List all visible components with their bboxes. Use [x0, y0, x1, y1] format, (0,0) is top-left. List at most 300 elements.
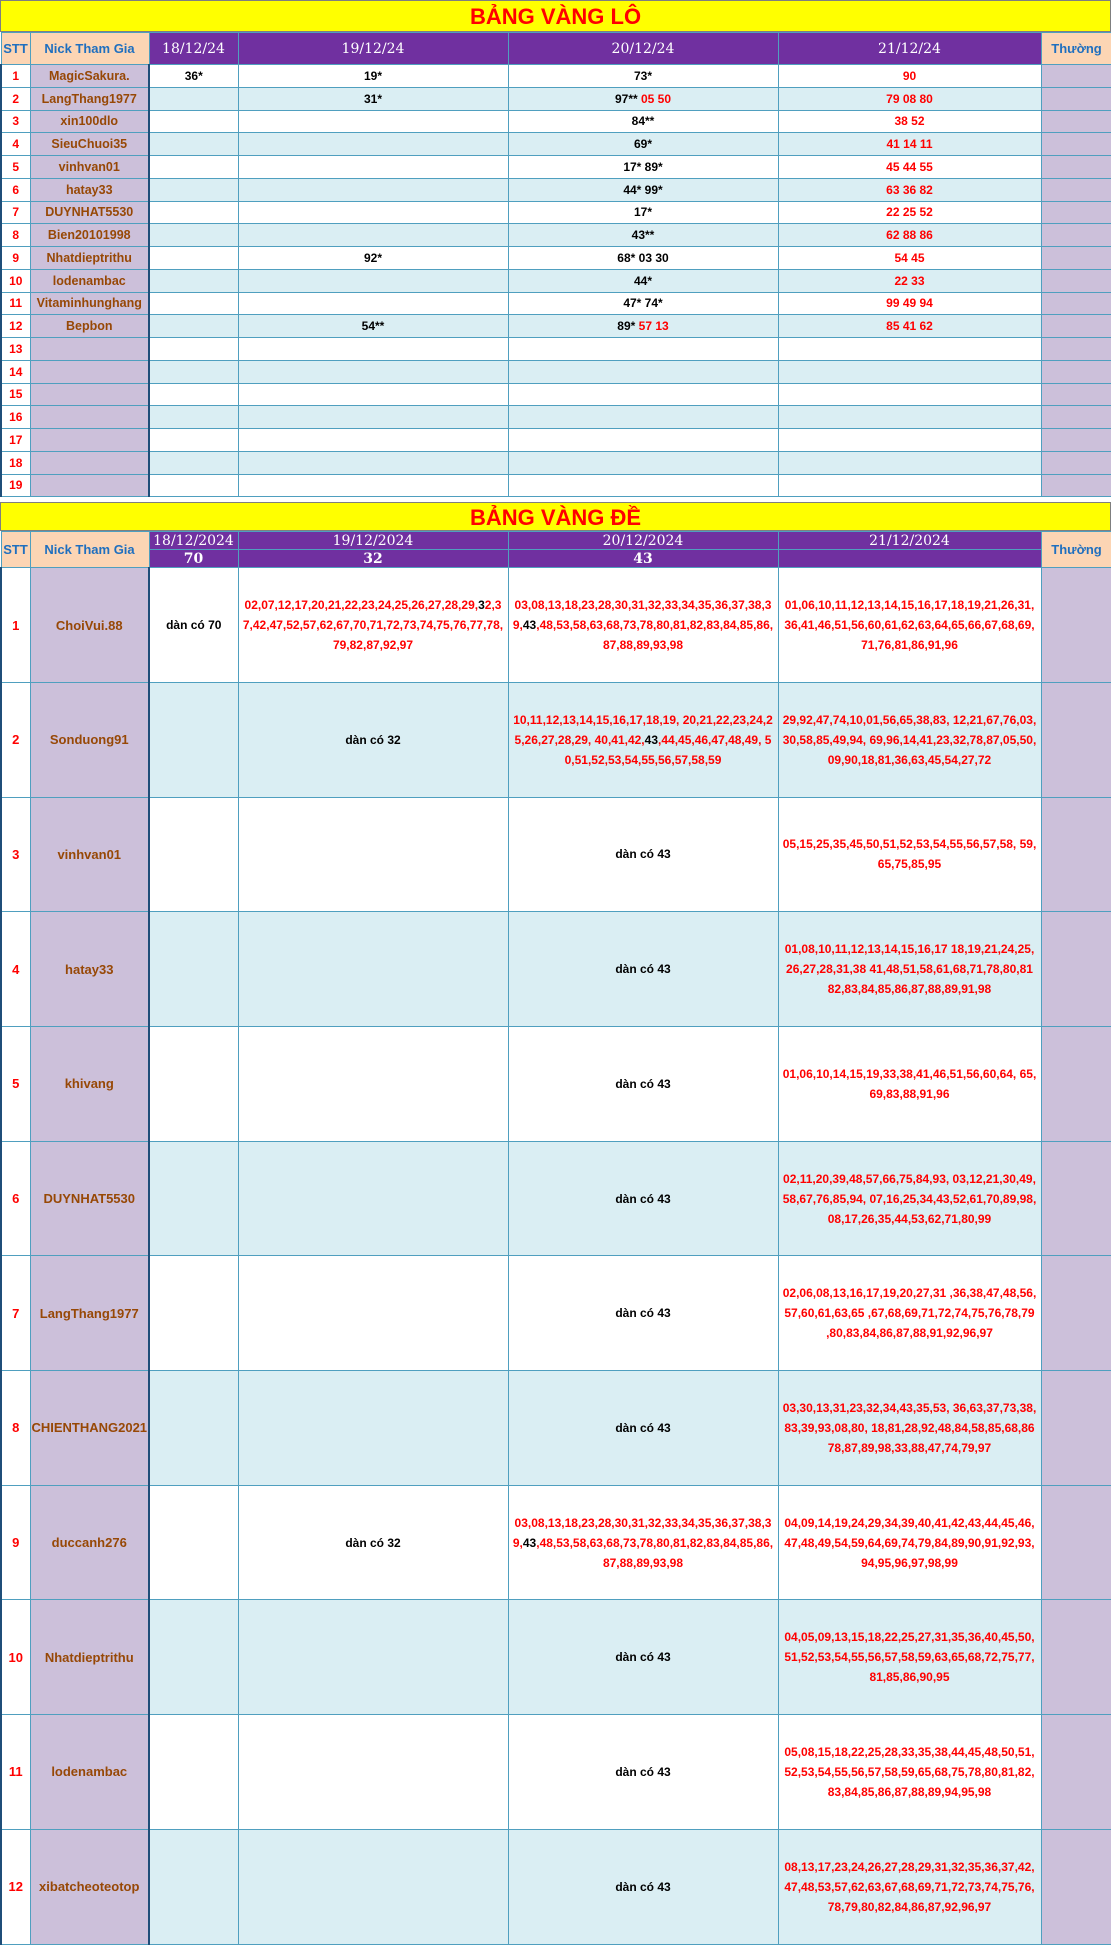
lo-cell-date-1 [149, 133, 238, 156]
lo-cell-nick [30, 338, 149, 361]
lo-cell-date-2 [238, 451, 508, 474]
de-cell-thuong [1041, 797, 1111, 912]
de-cell-date-2 [238, 682, 508, 797]
lo-cell-date-4 [778, 360, 1041, 383]
de-cell-segment: 2,37,42,47,52,57,62,67,70,71,72,73,74,75,76,77,78,79,82,87,92,97 [242, 598, 504, 653]
de-cell-date-2 [238, 912, 508, 1027]
lo-cell-stt: 9 [1, 247, 30, 270]
lo-cell-date-3 [508, 178, 778, 201]
lo-header-stt: STT [1, 33, 30, 65]
de-cell-stt: 12 [1, 1829, 30, 1944]
lo-cell-stt: 17 [1, 429, 30, 452]
lo-cell-date-2 [238, 383, 508, 406]
de-cell-segment: dàn có 32 [345, 1535, 401, 1550]
lo-cell-thuong [1041, 65, 1111, 88]
lo-cell-date-2 [238, 178, 508, 201]
lo-cell-thuong [1041, 156, 1111, 179]
de-cell-stt: 4 [1, 912, 30, 1027]
lo-cell-date-1 [149, 383, 238, 406]
lo-cell-date-2 [238, 133, 508, 156]
lo-cell-date-4: 99 49 94 [778, 292, 1041, 315]
de-row [1, 1027, 1111, 1142]
lo-cell-nick [30, 360, 149, 383]
lo-cell-date-4 [778, 474, 1041, 497]
lo-cell-thuong [1041, 110, 1111, 133]
lo-cell-nick: vinhvan01 [30, 156, 149, 179]
lo-cell-thuong [1041, 338, 1111, 361]
de-header-date-1: 18/12/2024 [149, 532, 238, 550]
lo-row [1, 65, 1111, 88]
de-cell-segment: 01,06,10,14,15,19,33,38,41,46,51,56,60,64, 65,69,83,88,91,96 [782, 1066, 1037, 1101]
lo-row [1, 360, 1111, 383]
lo-cell-stt: 6 [1, 178, 30, 201]
de-cell-segment: 29,92,47,74,10,01,56,65,38,83, 12,21,67,76,03,30,58,85,49,94, 69,96,14,41,23,32,78,87,05,50, 09,90,18,81,36,63,45,54,27,72 [782, 712, 1037, 767]
de-cell-date-2 [238, 1600, 508, 1715]
de-cell-stt: 7 [1, 1256, 30, 1371]
de-cell-nick: khivang [30, 1027, 149, 1142]
de-cell-nick: vinhvan01 [30, 797, 149, 912]
de-cell-nick: Nhatdieptrithu [30, 1600, 149, 1715]
lo-cell-thuong [1041, 269, 1111, 292]
lo-cell-date-4: 45 44 55 [778, 156, 1041, 179]
de-cell-thuong [1041, 1256, 1111, 1371]
lo-cell-nick [30, 429, 149, 452]
de-cell-segment: 3 [478, 598, 485, 613]
lo-cell-date-2 [238, 360, 508, 383]
de-cell-thuong [1041, 1715, 1111, 1830]
lo-cell-date-3 [508, 406, 778, 429]
de-cell-segment: dàn có 43 [615, 1764, 671, 1779]
de-body [1, 568, 1111, 1944]
de-cell-date-4 [778, 1141, 1041, 1256]
lo-header-date-4: 21/12/24 [778, 33, 1041, 65]
de-cell-segment: dàn có 43 [615, 1420, 671, 1435]
lo-cell-date-2: 19* [238, 65, 508, 88]
lo-cell-date-3 [508, 315, 778, 338]
lo-cell-date-1 [149, 315, 238, 338]
lo-cell-date-3 [508, 201, 778, 224]
lo-cell-date-3-text: 69* [633, 137, 653, 152]
lo-cell-date-2 [238, 406, 508, 429]
de-cell-nick: LangThang1977 [30, 1256, 149, 1371]
lo-table [0, 32, 1111, 497]
lo-cell-nick: Vitaminhunghang [30, 292, 149, 315]
lo-cell-thuong [1041, 224, 1111, 247]
lo-cell-date-4: 22 25 52 [778, 201, 1041, 224]
lo-cell-stt: 10 [1, 269, 30, 292]
de-cell-date-1 [149, 1600, 238, 1715]
lo-cell-date-3-text: 44* 99* [623, 182, 663, 197]
de-cell-date-2 [238, 1715, 508, 1830]
lo-cell-date-3 [508, 451, 778, 474]
lo-cell-thuong [1041, 292, 1111, 315]
lo-cell-thuong [1041, 383, 1111, 406]
de-table [0, 531, 1111, 1944]
lo-cell-date-2: 31* [238, 87, 508, 110]
de-cell-segment: dàn có 43 [615, 1650, 671, 1665]
de-header-stt: STT [1, 532, 30, 568]
lo-title: BẢNG VÀNG LÔ [0, 0, 1111, 32]
de-cell-thuong [1041, 1141, 1111, 1256]
de-cell-thuong [1041, 912, 1111, 1027]
lo-cell-date-3-text: 73* [633, 68, 653, 83]
de-cell-segment: dàn có 43 [615, 847, 671, 862]
lo-row [1, 156, 1111, 179]
de-cell-segment: 03,30,13,31,23,32,34,43,35,53, 36,63,37,73,38,83,39,93,08,80, 18,81,28,92,48,84,58,85,68,86 78,87,89,98,33,88,47,74,79,97 [782, 1400, 1037, 1455]
de-cell-date-1 [149, 1027, 238, 1142]
lo-cell-stt: 1 [1, 65, 30, 88]
lo-cell-date-2 [238, 338, 508, 361]
de-cell-date-4 [778, 1371, 1041, 1486]
de-cell-segment: 02,11,20,39,48,57,66,75,84,93, 03,12,21,30,49,58,67,76,85,94, 07,16,25,34,43,52,61,70,89,98, 08,17,26,35,44,53,62,71,80,99 [782, 1171, 1037, 1226]
de-cell-stt: 8 [1, 1371, 30, 1486]
de-cell-date-4 [778, 1256, 1041, 1371]
de-header-nick: Nick Tham Gia [30, 532, 149, 568]
lo-cell-stt: 12 [1, 315, 30, 338]
de-cell-thuong [1041, 1829, 1111, 1944]
lo-row [1, 451, 1111, 474]
lo-cell-nick [30, 451, 149, 474]
lo-cell-date-1 [149, 429, 238, 452]
lo-cell-date-1 [149, 156, 238, 179]
de-header-date-4: 21/12/2024 [778, 532, 1041, 550]
lo-cell-date-3 [508, 338, 778, 361]
lo-cell-date-1 [149, 269, 238, 292]
lo-cell-stt: 7 [1, 201, 30, 224]
lo-cell-date-3 [508, 292, 778, 315]
lo-cell-date-1 [149, 292, 238, 315]
de-cell-segment: 04,09,14,19,24,29,34,39,40,41,42,43,44,45,46,47,48,49,54,59,64,69,74,79,84,89,90,91,92,93,94,95,96,97,98,99 [784, 1515, 1035, 1570]
lo-cell-date-2 [238, 201, 508, 224]
de-cell-segment: ,44,45,46,47,48,49, 50,51,52,53,54,55,56,57,58,59 [564, 732, 772, 767]
de-row [1, 1256, 1111, 1371]
lo-cell-date-3-text: 17* 89* [623, 159, 663, 174]
de-cell-date-3 [508, 1485, 778, 1600]
de-cell-date-1 [149, 1141, 238, 1256]
lo-row [1, 315, 1111, 338]
de-cell-nick: hatay33 [30, 912, 149, 1027]
de-header-thuong: Thường [1041, 532, 1111, 568]
lo-cell-date-3 [508, 87, 778, 110]
lo-cell-date-2: 92* [238, 247, 508, 270]
lo-cell-date-4 [778, 451, 1041, 474]
lo-cell-stt: 3 [1, 110, 30, 133]
lo-cell-date-3 [508, 156, 778, 179]
lo-cell-date-3 [508, 269, 778, 292]
de-cell-date-4 [778, 568, 1041, 683]
de-cell-date-1 [149, 1829, 238, 1944]
lo-header-thuong: Thường [1041, 33, 1111, 65]
de-cell-date-3 [508, 912, 778, 1027]
lo-cell-stt: 19 [1, 474, 30, 497]
de-cell-segment: dàn có 43 [615, 1306, 671, 1321]
de-row [1, 1141, 1111, 1256]
de-cell-nick: duccanh276 [30, 1485, 149, 1600]
lo-cell-date-4 [778, 383, 1041, 406]
de-cell-segment: 03,08,13,18,23,28,30,31,32,33,34,35,36,37,38,39, [512, 1515, 772, 1550]
de-cell-nick: ChoiVui.88 [30, 568, 149, 683]
de-cell-segment: 02,06,08,13,16,17,19,20,27,31 ,36,38,47,48,56,57,60,61,63,65 ,67,68,69,71,72,74,75,76,78,79 ,80,83,84,86,87,88,91,92,96,97 [782, 1286, 1037, 1341]
de-cell-segment: 10,11,12,13,14,15,16,17,18,19, 20,21,22,23,24,25,26,27,28,29, 40,41,42, [513, 712, 773, 747]
de-cell-segment: 04,05,09,13,15,18,22,25,27,31,35,36,40,45,50,51,52,53,54,55,56,57,58,59,63,65,68,72,75,77,81,85,86,90,95 [784, 1630, 1035, 1685]
lo-cell-stt: 18 [1, 451, 30, 474]
de-result-3: 43 [508, 550, 778, 568]
lo-header-date-3: 20/12/24 [508, 33, 778, 65]
de-cell-nick: DUYNHAT5530 [30, 1141, 149, 1256]
lo-cell-date-3-text: 89* [617, 319, 636, 334]
lo-cell-date-4: 41 14 11 [778, 133, 1041, 156]
de-cell-date-3 [508, 568, 778, 683]
de-cell-nick: Sonduong91 [30, 682, 149, 797]
lo-cell-date-2 [238, 474, 508, 497]
de-cell-date-4 [778, 1715, 1041, 1830]
lo-cell-date-2 [238, 269, 508, 292]
lo-cell-thuong [1041, 87, 1111, 110]
lo-cell-stt: 14 [1, 360, 30, 383]
de-cell-nick: lodenambac [30, 1715, 149, 1830]
lo-cell-date-3 [508, 65, 778, 88]
de-cell-date-4 [778, 1485, 1041, 1600]
lo-cell-date-1 [149, 87, 238, 110]
lo-row [1, 178, 1111, 201]
de-cell-thuong [1041, 1485, 1111, 1600]
de-cell-segment: 01,08,10,11,12,13,14,15,16,17 18,19,21,24,25,26,27,28,31,38 41,48,51,58,61,68,71,78,80,81 82,83,84,85,86,87,88,89,91,98 [784, 942, 1035, 997]
de-cell-date-2 [238, 1371, 508, 1486]
de-cell-date-3 [508, 1027, 778, 1142]
de-cell-date-2 [238, 1027, 508, 1142]
lo-cell-date-1: 36* [149, 65, 238, 88]
lo-cell-nick: SieuChuoi35 [30, 133, 149, 156]
de-cell-date-4 [778, 797, 1041, 912]
de-cell-stt: 3 [1, 797, 30, 912]
lo-row [1, 133, 1111, 156]
lo-cell-nick [30, 406, 149, 429]
lo-header-nick: Nick Tham Gia [30, 33, 149, 65]
lo-row [1, 406, 1111, 429]
lo-cell-stt: 11 [1, 292, 30, 315]
lo-cell-date-3-text: 84** [631, 114, 655, 129]
lo-cell-date-3-text: 43** [631, 228, 655, 243]
de-cell-date-2 [238, 1485, 508, 1600]
lo-cell-date-3-text: 17* [633, 205, 653, 220]
de-row [1, 682, 1111, 797]
de-row [1, 568, 1111, 683]
de-cell-thuong [1041, 1027, 1111, 1142]
de-cell-segment: 43 [644, 732, 659, 747]
de-cell-date-3 [508, 1715, 778, 1830]
de-cell-stt: 10 [1, 1600, 30, 1715]
de-cell-segment: dàn có 32 [345, 732, 401, 747]
de-row [1, 1715, 1111, 1830]
de-cell-segment: dàn có 43 [615, 1191, 671, 1206]
lo-cell-date-4 [778, 429, 1041, 452]
de-cell-date-1 [149, 568, 238, 683]
de-cell-stt: 2 [1, 682, 30, 797]
lo-cell-date-3 [508, 360, 778, 383]
de-cell-date-2 [238, 1829, 508, 1944]
de-row [1, 1600, 1111, 1715]
lo-cell-nick: LangThang1977 [30, 87, 149, 110]
lo-cell-date-3-text: 97** [614, 91, 638, 106]
lo-cell-date-3 [508, 383, 778, 406]
lo-cell-date-4: 85 41 62 [778, 315, 1041, 338]
de-cell-stt: 6 [1, 1141, 30, 1256]
lo-cell-nick: Bien20101998 [30, 224, 149, 247]
de-cell-thuong [1041, 1600, 1111, 1715]
lo-cell-date-1 [149, 338, 238, 361]
de-cell-date-1 [149, 797, 238, 912]
lo-cell-date-3-text: 47* 74* [623, 296, 663, 311]
de-cell-date-4 [778, 1027, 1041, 1142]
de-cell-date-4 [778, 1600, 1041, 1715]
lo-row [1, 201, 1111, 224]
lo-row [1, 110, 1111, 133]
lo-cell-date-1 [149, 474, 238, 497]
lo-cell-date-1 [149, 224, 238, 247]
lo-cell-nick: Nhatdieptrithu [30, 247, 149, 270]
lo-cell-date-3 [508, 133, 778, 156]
lo-cell-stt: 8 [1, 224, 30, 247]
lo-cell-date-2 [238, 429, 508, 452]
lo-cell-date-3-red: 05 50 [637, 91, 672, 106]
lo-cell-date-1 [149, 178, 238, 201]
de-cell-segment: dàn có 43 [615, 1076, 671, 1091]
lo-row [1, 383, 1111, 406]
lo-cell-date-3 [508, 247, 778, 270]
lo-cell-date-4: 22 33 [778, 269, 1041, 292]
de-result-2: 32 [238, 550, 508, 568]
lo-cell-nick [30, 383, 149, 406]
lo-cell-thuong [1041, 201, 1111, 224]
de-cell-date-3 [508, 1141, 778, 1256]
de-cell-date-1 [149, 1256, 238, 1371]
de-cell-segment: 02,07,12,17,20,21,22,23,24,25,26,27,28,29, [244, 598, 479, 613]
lo-cell-date-2 [238, 224, 508, 247]
de-cell-stt: 11 [1, 1715, 30, 1830]
de-cell-segment: dàn có 43 [615, 962, 671, 977]
lo-cell-date-1 [149, 201, 238, 224]
lo-cell-date-4: 63 36 82 [778, 178, 1041, 201]
lo-cell-stt: 4 [1, 133, 30, 156]
lo-cell-date-3-red: 57 13 [635, 319, 669, 334]
de-cell-segment: 05,15,25,35,45,50,51,52,53,54,55,56,57,58, 59,65,75,85,95 [782, 837, 1037, 872]
lo-row [1, 429, 1111, 452]
lo-cell-date-3 [508, 429, 778, 452]
lo-cell-thuong [1041, 474, 1111, 497]
lo-cell-date-1 [149, 451, 238, 474]
lo-cell-nick: xin100dlo [30, 110, 149, 133]
lo-body [1, 65, 1111, 497]
de-title: BẢNG VÀNG ĐỀ [0, 502, 1111, 531]
lo-cell-date-3-text: 68* 03 30 [617, 250, 669, 265]
de-cell-thuong [1041, 682, 1111, 797]
de-cell-date-3 [508, 1829, 778, 1944]
lo-cell-stt: 5 [1, 156, 30, 179]
de-result-row [1, 550, 1111, 568]
de-cell-date-3 [508, 797, 778, 912]
de-cell-date-4 [778, 1829, 1041, 1944]
lo-row [1, 247, 1111, 270]
lo-cell-date-1 [149, 247, 238, 270]
lo-cell-date-1 [149, 110, 238, 133]
de-cell-thuong [1041, 1371, 1111, 1486]
de-cell-segment: 43 [522, 1535, 537, 1550]
lo-cell-nick [30, 474, 149, 497]
lo-cell-date-4 [778, 406, 1041, 429]
lo-cell-stt: 13 [1, 338, 30, 361]
de-cell-nick: xibatcheoteotop [30, 1829, 149, 1944]
de-row [1, 1371, 1111, 1486]
de-cell-segment: 05,08,15,18,22,25,28,33,35,38,44,45,48,50,51,52,53,54,55,56,57,58,59,65,68,75,78,80,81,82,83,84,85,86,87,88,89,94,95,98 [784, 1744, 1035, 1799]
de-header-date-3: 20/12/2024 [508, 532, 778, 550]
de-row [1, 1485, 1111, 1600]
lo-header-date-1: 18/12/24 [149, 33, 238, 65]
lo-cell-stt: 15 [1, 383, 30, 406]
de-cell-date-3 [508, 1256, 778, 1371]
de-cell-date-2 [238, 1141, 508, 1256]
de-cell-date-4 [778, 912, 1041, 1027]
lo-cell-date-4 [778, 338, 1041, 361]
lo-row [1, 269, 1111, 292]
lo-header-date-2: 19/12/24 [238, 33, 508, 65]
lo-cell-date-1 [149, 360, 238, 383]
lo-cell-date-2 [238, 156, 508, 179]
de-cell-thuong [1041, 568, 1111, 683]
de-cell-segment: 01,06,10,11,12,13,14,15,16,17,18,19,21,26,31,36,41,46,51,56,60,61,62,63,64,65,66,67,68,69,71,76,81,86,91,96 [784, 598, 1035, 653]
lo-row [1, 224, 1111, 247]
lo-cell-thuong [1041, 360, 1111, 383]
de-row [1, 1829, 1111, 1944]
de-cell-segment: 08,13,17,23,24,26,27,28,29,31,32,35,36,37,42,47,48,53,57,62,63,67,68,69,71,72,73,74,75,76,78,79,80,82,84,86,87,92,96,97 [784, 1859, 1035, 1914]
lo-row [1, 338, 1111, 361]
de-cell-date-3 [508, 1371, 778, 1486]
de-result-1: 70 [149, 550, 238, 568]
de-header-row [1, 532, 1111, 550]
de-cell-stt: 9 [1, 1485, 30, 1600]
de-header-date-2: 19/12/2024 [238, 532, 508, 550]
lo-cell-thuong [1041, 406, 1111, 429]
lo-cell-nick: MagicSakura. [30, 65, 149, 88]
lo-row [1, 87, 1111, 110]
lo-cell-date-2: 54** [238, 315, 508, 338]
lo-cell-nick: Bepbon [30, 315, 149, 338]
de-cell-date-1 [149, 912, 238, 1027]
de-cell-segment: 43 [522, 618, 537, 633]
lo-cell-date-4: 90 [778, 65, 1041, 88]
lo-cell-date-4: 38 52 [778, 110, 1041, 133]
lo-cell-date-3 [508, 110, 778, 133]
lo-cell-thuong [1041, 247, 1111, 270]
lo-cell-date-2 [238, 292, 508, 315]
lo-cell-date-2 [238, 110, 508, 133]
lo-cell-date-3 [508, 224, 778, 247]
lo-row [1, 292, 1111, 315]
de-cell-nick: CHIENTHANG2021 [30, 1371, 149, 1486]
de-cell-stt: 1 [1, 568, 30, 683]
lo-cell-thuong [1041, 133, 1111, 156]
de-cell-date-1 [149, 682, 238, 797]
de-cell-segment: ,48,53,58,63,68,73,78,80,81,82,83,84,85,86,87,88,89,93,98 [536, 1535, 774, 1570]
de-cell-date-1 [149, 1715, 238, 1830]
lo-cell-date-3 [508, 474, 778, 497]
de-row [1, 912, 1111, 1027]
lo-cell-date-4: 62 88 86 [778, 224, 1041, 247]
lo-cell-date-1 [149, 406, 238, 429]
lo-cell-nick: lodenambac [30, 269, 149, 292]
lo-cell-date-4: 79 08 80 [778, 87, 1041, 110]
lo-cell-date-3-text: 44* [633, 273, 653, 288]
de-row [1, 797, 1111, 912]
